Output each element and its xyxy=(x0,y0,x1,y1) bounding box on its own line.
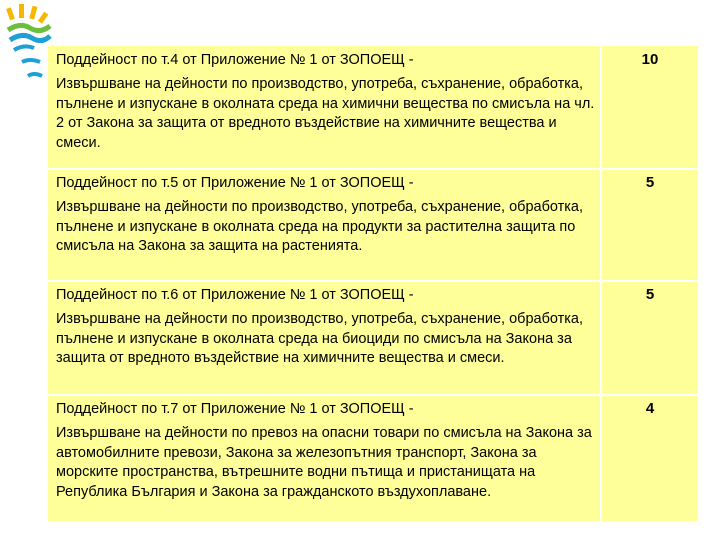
row-heading: Поддейност по т.7 от Приложение № 1 от ЗОПОЕЩ - xyxy=(56,401,414,417)
row-heading: Поддейност по т.5 от Приложение № 1 от ЗОПОЕЩ - xyxy=(56,175,414,191)
activities-table xyxy=(47,46,698,521)
row-description: Извършване на дейности по превоз на опасни товари по смисъла на Закона за автомобилните превози, Закона за железопътния транспорт, Закона за морските пространства, вътрешните водни пътища и пристанищата на Република България и Закона за гражданското въздухоплаване. xyxy=(56,425,592,500)
row-points: 5 xyxy=(645,286,655,303)
table-row xyxy=(48,282,698,396)
row-heading: Поддейност по т.6 от Приложение № 1 от ЗОПОЕЩ - xyxy=(56,287,414,303)
logo-icon xyxy=(6,4,52,92)
row-heading: Поддейност по т.4 от Приложение № 1 от ЗОПОЕЩ - xyxy=(56,52,414,68)
table-row xyxy=(48,170,698,282)
table-row xyxy=(48,46,698,170)
row-description: Извършване на дейности по производство, употреба, съхранение, обработка, пълнене и изпускане в околната среда на химични вещества по смисъла на чл. 2 от Закона за защита от вредното въздействие на химичните вещества и смеси. xyxy=(56,76,595,151)
table-row xyxy=(48,396,698,521)
row-description: Извършване на дейности по производство, употреба, съхранение, обработка, пълнене и изпускане в околната среда на биоциди по смисъла на Закона за защита от вредното въздействие на химичните вещества и смеси. xyxy=(56,311,584,366)
row-points: 4 xyxy=(645,400,655,417)
row-description: Извършване на дейности по производство, употреба, съхранение, обработка, пълнене и изпускане в околната среда на продукти за растителна защита по смисъла на Закона за защита на растенията. xyxy=(56,199,584,254)
row-points: 10 xyxy=(641,51,659,68)
row-points: 5 xyxy=(645,174,655,191)
